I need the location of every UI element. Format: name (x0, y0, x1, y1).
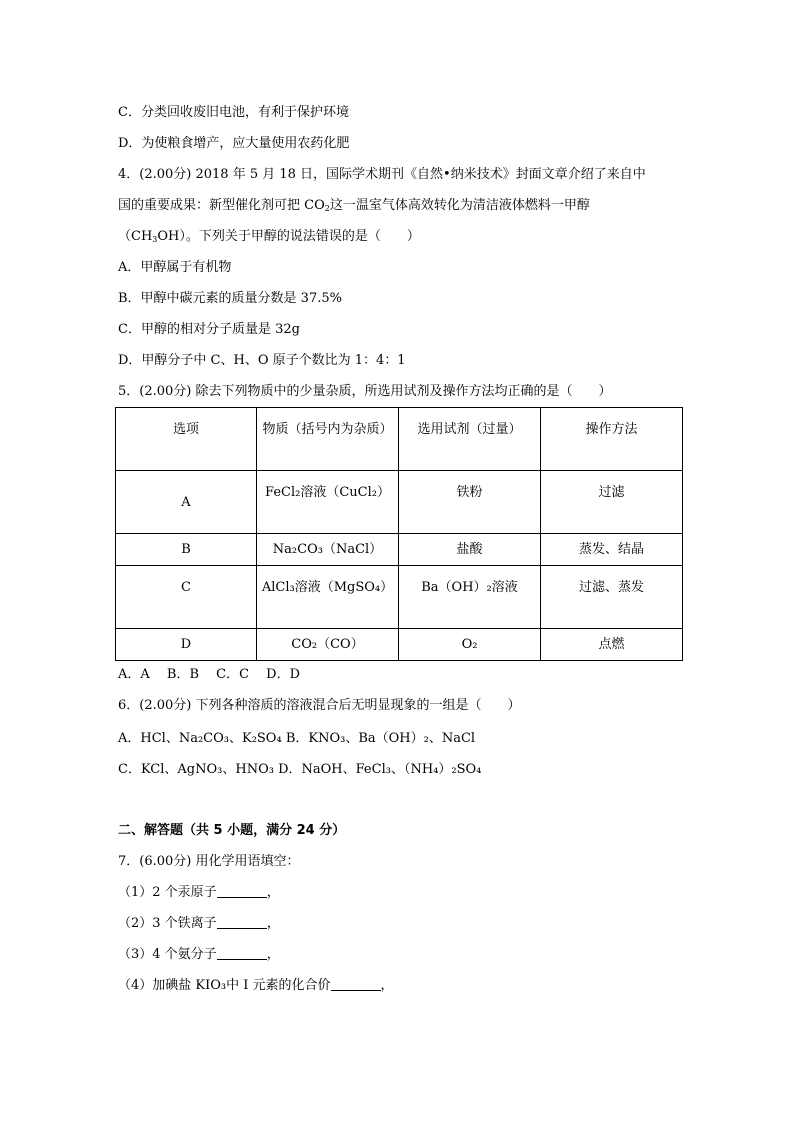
q4-stem-line2: 国的重要成果：新型催化剂可把 $CO_2$这一温室气体高效转化为清洁液体燃料一甲醇 (118, 198, 590, 213)
row-substance: AlCl₃溶液（MgSO₄） (257, 566, 399, 629)
row-substance: Na₂CO₃（NaCl） (257, 534, 399, 566)
row-option: D (116, 629, 257, 661)
q4-option-a: A．甲醇属于有机物 (118, 260, 232, 275)
q7-item3: （3）4 个氨分子 ， (118, 947, 280, 962)
q5-choices: A．A B．B C．C D．D (118, 667, 301, 682)
row-reagent: 盐酸 (399, 534, 541, 566)
row-reagent: 铁粉 (399, 471, 541, 534)
row-method: 点燃 (541, 629, 683, 661)
header-method: 操作方法 (541, 408, 683, 471)
q3-option-c: C．分类回收废旧电池，有利于保护环境 (118, 105, 349, 120)
answer-blank[interactable] (331, 976, 381, 991)
header-substance: 物质（括号内为杂质） (257, 408, 399, 471)
q4-option-d: D．甲醇分子中 C、H、O 原子个数比为 1：4：1 (118, 353, 406, 368)
table-row (116, 566, 683, 629)
row-method: 过滤、蒸发 (541, 566, 683, 629)
row-method: 蒸发、结晶 (541, 534, 683, 566)
q4-option-b: B．甲醇中碳元素的质量分数是 37.5% (118, 291, 342, 306)
row-method: 过滤 (541, 471, 683, 534)
row-substance: FeCl₂溶液（CuCl₂） (257, 471, 399, 534)
q4-stem-line3: $(CH_3OH)$。下列关于甲醇的说法错误的是（ ） (118, 229, 420, 244)
q4-option-c: C．甲醇的相对分子质量是 32g (118, 322, 300, 337)
q6-options-cd: C．KCl、AgNO₃、HNO₃ D．NaOH、FeCl₃、（NH₄）₂SO₄ (118, 762, 482, 777)
row-option: B (116, 534, 257, 566)
header-option: 选项 (116, 408, 257, 471)
row-option: C (116, 566, 257, 629)
table-row (116, 629, 683, 661)
table-row (116, 471, 683, 534)
row-option: A (116, 471, 257, 534)
table-header-row (116, 408, 683, 471)
answer-blank[interactable] (217, 945, 267, 960)
row-reagent: Ba（OH）₂溶液 (399, 566, 541, 629)
q3-option-d: D．为使粮食增产，应大量使用农药化肥 (118, 136, 350, 151)
q5-stem: 5．(2.00分) 除去下列物质中的少量杂质，所选用试剂及操作方法均正确的是（ ） (118, 384, 612, 399)
answer-blank[interactable] (217, 914, 267, 929)
row-substance: CO₂（CO） (257, 629, 399, 661)
q7-item1: （1）2 个汞原子 ， (118, 885, 280, 900)
q7-item2: （2）3 个铁离子 ， (118, 916, 280, 931)
q6-options-ab: A．HCl、Na₂CO₃、K₂SO₄ B．KNO₃、Ba（OH）₂、NaCl (118, 731, 476, 746)
q6-stem: 6．(2.00分) 下列各种溶质的溶液混合后无明显现象的一组是（ ） (118, 698, 521, 713)
q5-table (115, 407, 683, 661)
table-row (116, 534, 683, 566)
q7-stem: 7．(6.00分) 用化学用语填空： (118, 854, 300, 869)
row-reagent: O₂ (399, 629, 541, 661)
q7-item4: （4）加碘盐 KIO₃中 I 元素的化合价 ， (118, 978, 394, 993)
section-heading: 二、解答题（共 5 小题，满分 24 分） (118, 823, 346, 838)
answer-blank[interactable] (217, 883, 267, 898)
q4-stem-line1: 4．(2.00分) 2018 年 5 月 18 日，国际学术期刊《自然•纳米技术》封面文章介绍了来自中 (118, 167, 646, 182)
header-reagent: 选用试剂（过量） (399, 408, 541, 471)
